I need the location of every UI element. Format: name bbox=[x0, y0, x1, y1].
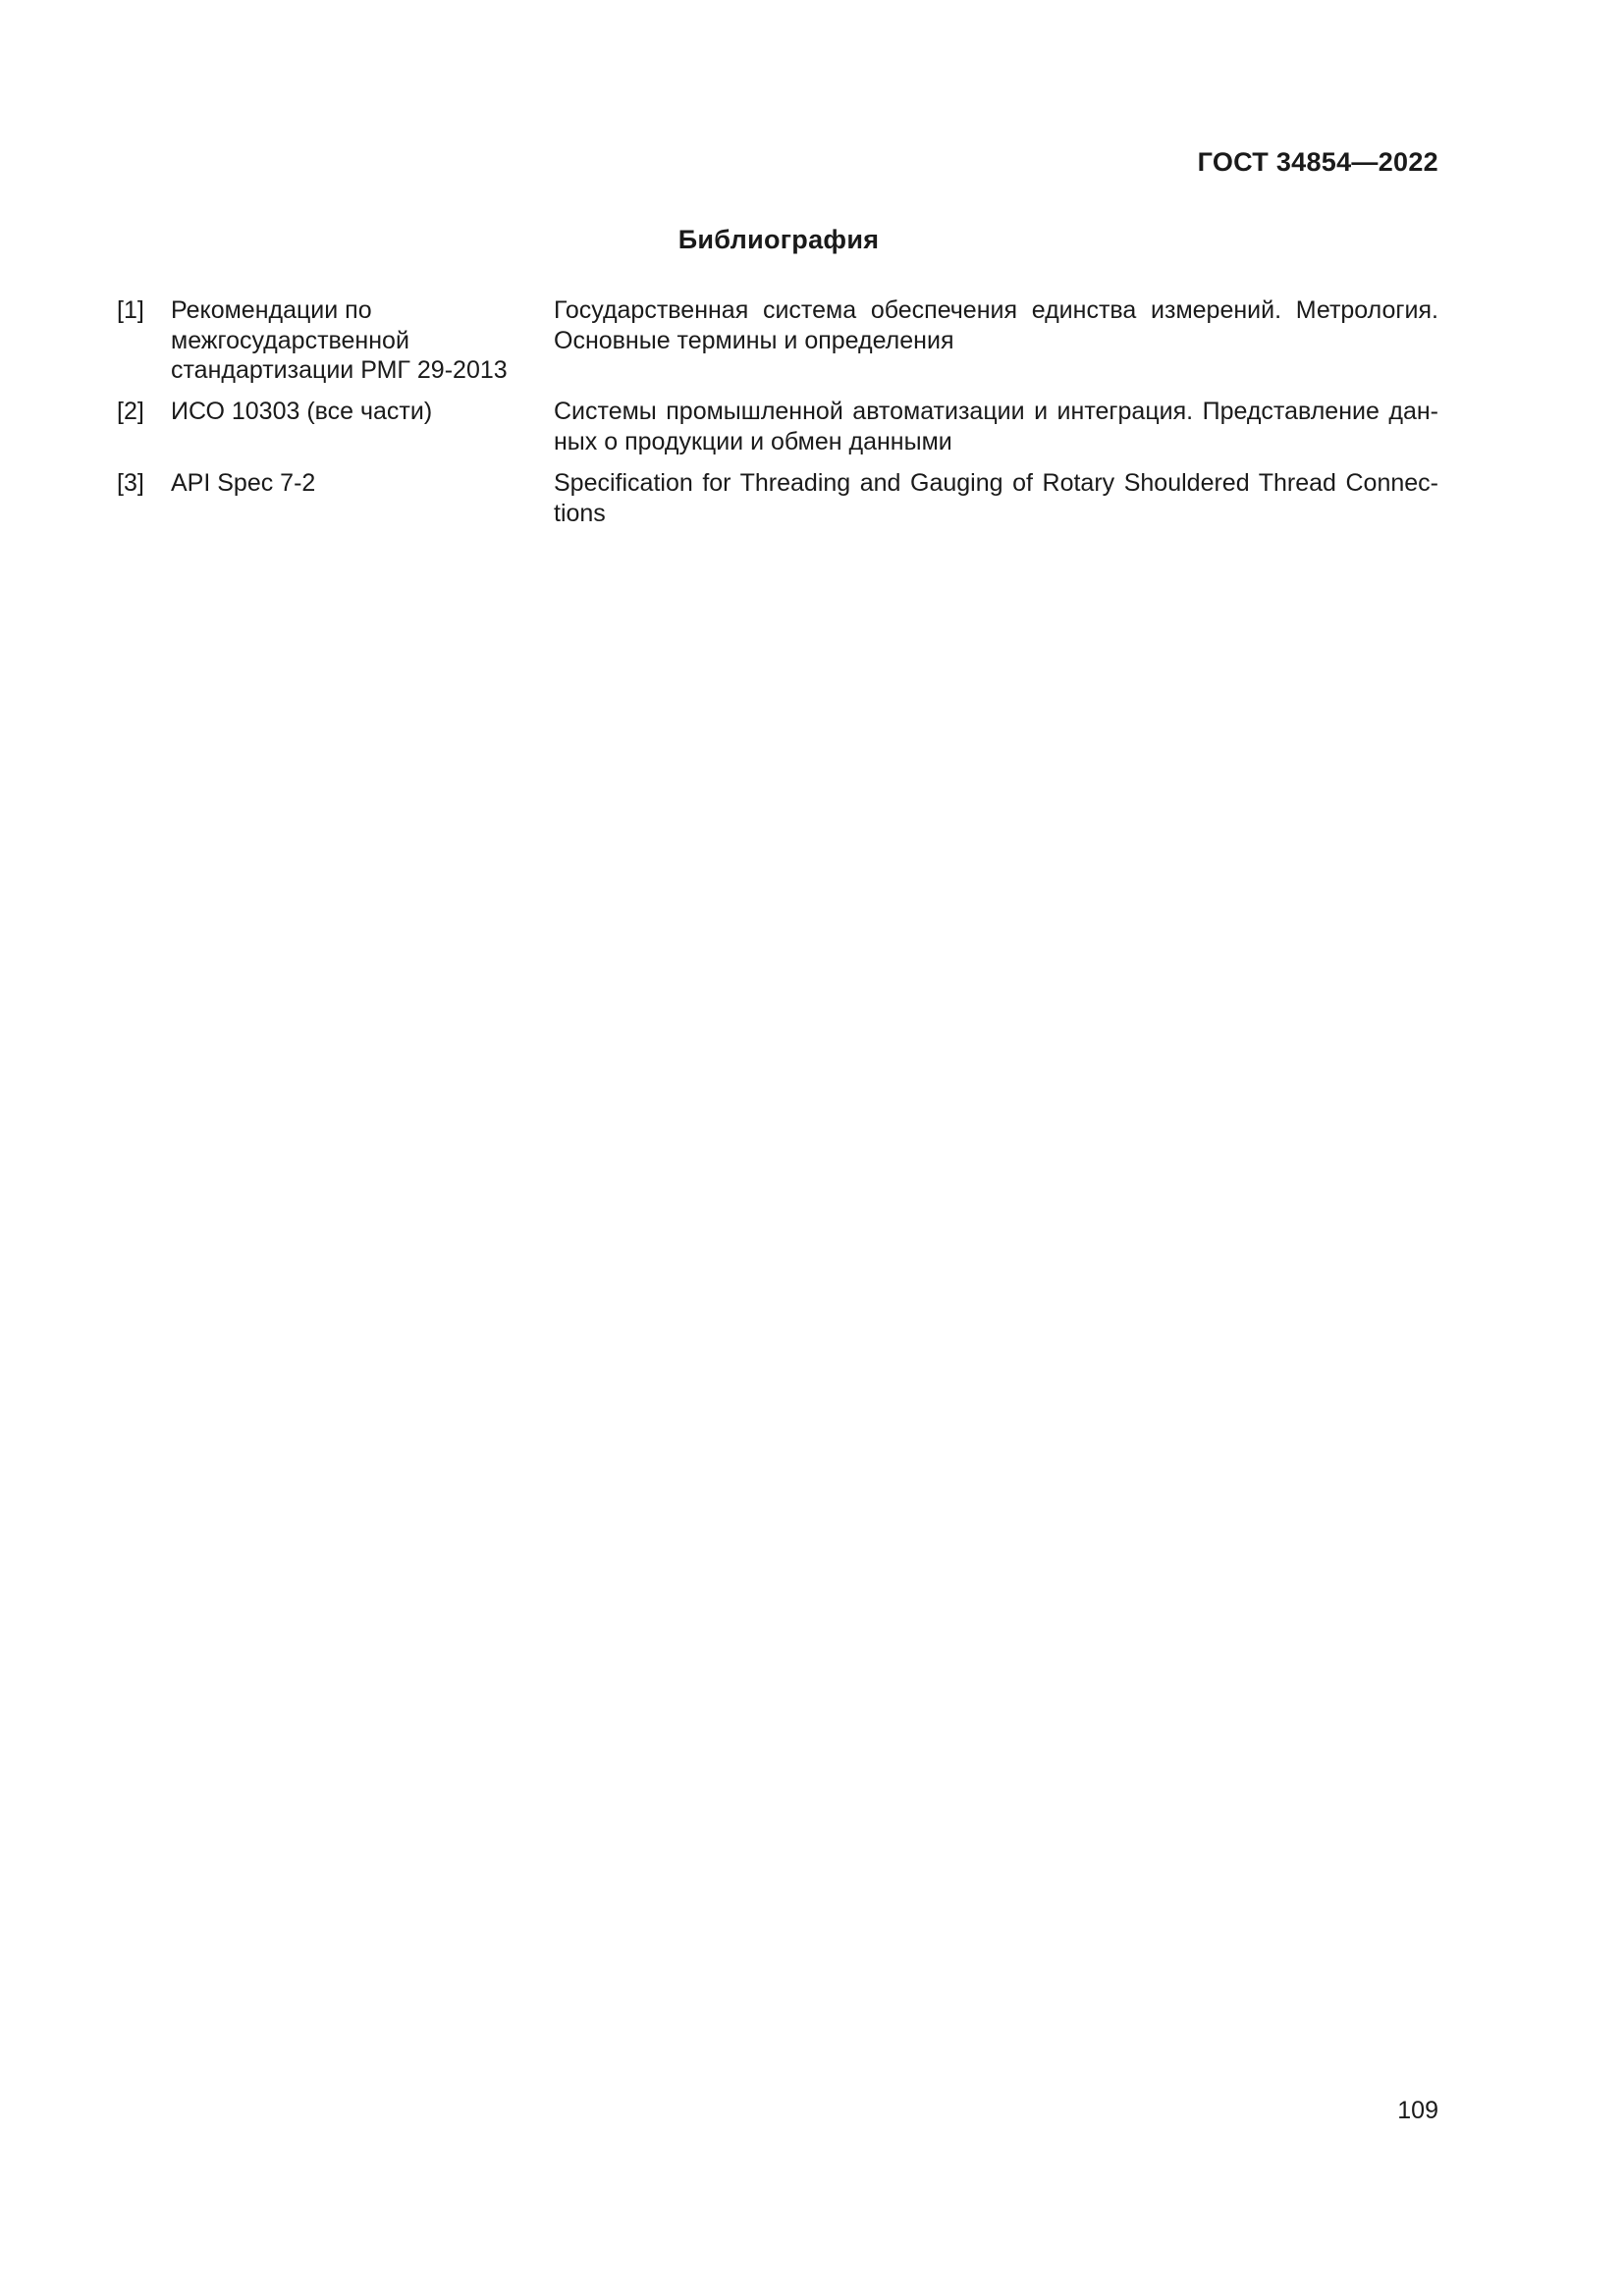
bibliography-list bbox=[117, 295, 1438, 540]
entry-source-line: Рекомендации по bbox=[171, 296, 372, 324]
entry-number: [1] bbox=[117, 296, 144, 324]
entry-title-line: Системы промышленной автоматизации и интеграция. Представление дан- bbox=[554, 398, 1438, 425]
entry-title bbox=[554, 468, 1438, 528]
section-title: Библиография bbox=[677, 225, 880, 254]
bibliography-entry-2 bbox=[117, 397, 1438, 456]
entry-number: [2] bbox=[117, 398, 144, 425]
entry-title-line: Государственная система обеспечения единства измерений. Метрология. bbox=[554, 296, 1438, 324]
entry-title-line: Specification for Threading and Gauging of Rotary Shouldered Thread Connec- bbox=[554, 469, 1438, 497]
entry-source-line: ИСО 10303 (все части) bbox=[171, 398, 433, 425]
entry-title bbox=[554, 397, 1438, 456]
entry-title-line: Основные термины и определения bbox=[554, 326, 954, 354]
entry-source-line: межгосударственной bbox=[171, 326, 409, 354]
entry-source bbox=[171, 295, 544, 386]
bibliography-entry-3 bbox=[117, 468, 1438, 528]
entry-number: [3] bbox=[117, 469, 144, 497]
document-header: ГОСТ 34854—2022 bbox=[1197, 147, 1438, 177]
entry-source bbox=[171, 468, 544, 499]
entry-source bbox=[171, 397, 544, 427]
page-number: 109 bbox=[1397, 2097, 1438, 2124]
entry-source-line: API Spec 7-2 bbox=[171, 469, 316, 497]
entry-title-line: ных о продукции и обмен данными bbox=[554, 427, 952, 455]
entry-title bbox=[554, 295, 1438, 385]
entry-title-line: tions bbox=[554, 499, 606, 527]
entry-title-spacer bbox=[554, 355, 1438, 385]
entry-source-line: стандартизации РМГ 29-2013 bbox=[171, 356, 508, 384]
bibliography-entry-1 bbox=[117, 295, 1438, 385]
